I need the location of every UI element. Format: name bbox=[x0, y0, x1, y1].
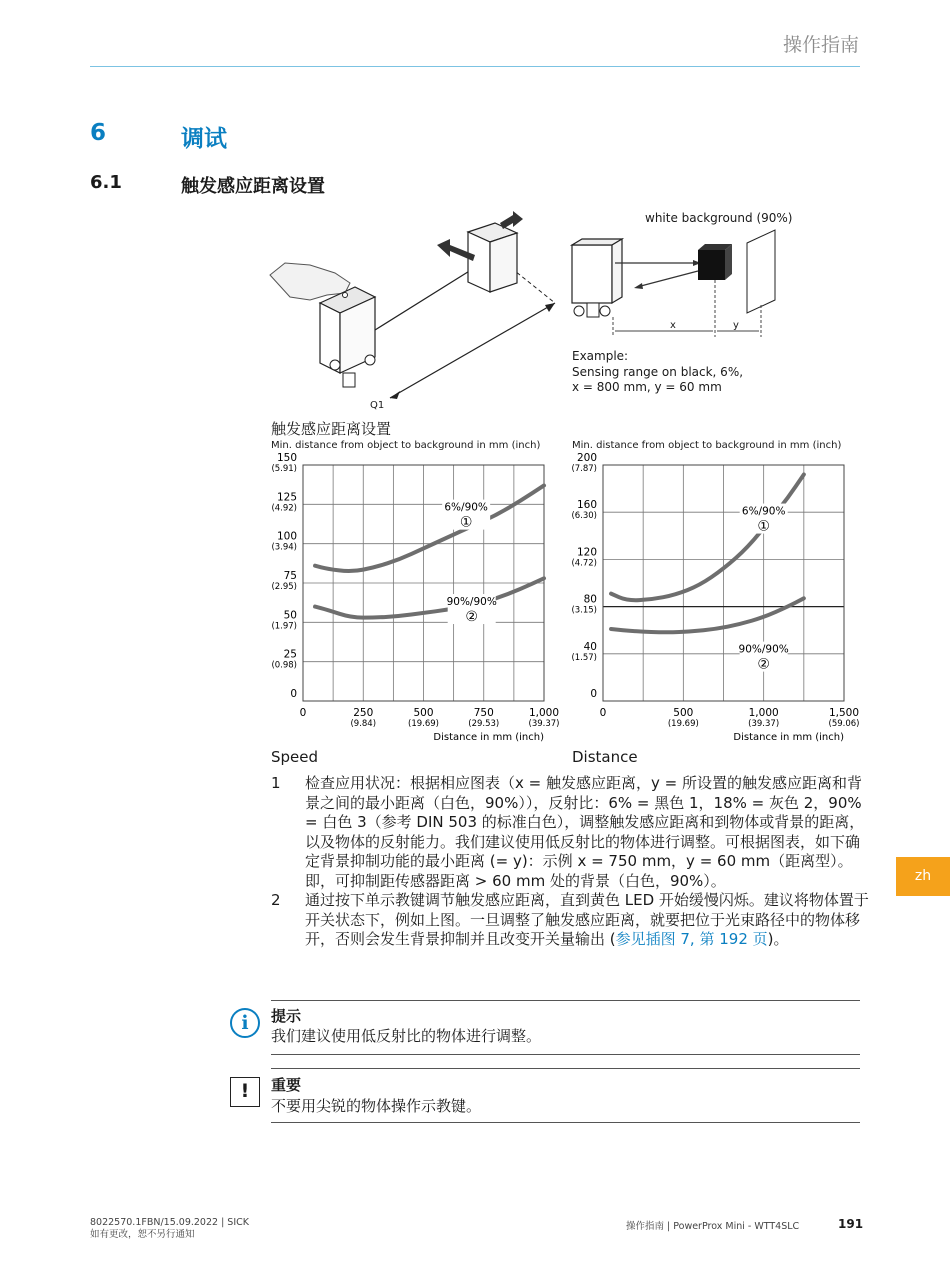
y-tick-sublabel: (3.15) bbox=[571, 605, 597, 616]
y-tick-label: 200 bbox=[576, 452, 597, 464]
x-tick-sublabel: (39.37) bbox=[748, 719, 780, 729]
series-line bbox=[611, 598, 804, 632]
black-object-icon bbox=[698, 244, 732, 280]
y-tick-label: 50 bbox=[283, 609, 297, 622]
arrow-right-icon bbox=[500, 211, 523, 229]
step-text-tail: )。 bbox=[767, 930, 789, 948]
section-number: 6 bbox=[90, 120, 107, 146]
series-marker: ① bbox=[757, 518, 770, 535]
x-dimension-label: x bbox=[670, 320, 676, 331]
x-tick-label: 1,000 bbox=[528, 707, 560, 719]
footer-manual: 操作指南 | PowerProx Mini - WTT4SLC bbox=[626, 1221, 800, 1232]
y-tick-label: 80 bbox=[583, 593, 597, 606]
y-tick-label: 120 bbox=[576, 546, 597, 559]
step-number: 2 bbox=[271, 891, 281, 909]
x-tick-sublabel: (9.84) bbox=[350, 719, 377, 729]
steps-list bbox=[271, 774, 871, 950]
x-tick-label: 1,000 bbox=[748, 707, 779, 719]
y-tick-sublabel: (5.91) bbox=[271, 464, 297, 474]
series-marker: ② bbox=[465, 609, 478, 626]
figure-title: 触发感应距离设置 bbox=[271, 420, 392, 438]
x-tick-label: 500 bbox=[413, 707, 434, 719]
step-number: 1 bbox=[271, 774, 281, 792]
x-axis-label: Distance in mm (inch) bbox=[733, 732, 844, 743]
x-tick-label: 1,500 bbox=[828, 707, 860, 719]
chart-speed bbox=[265, 452, 565, 747]
y-tick-sublabel: (0.98) bbox=[271, 660, 297, 671]
exclamation-icon: ! bbox=[230, 1077, 260, 1107]
step-item bbox=[271, 891, 871, 950]
y-tick-sublabel: (1.97) bbox=[271, 621, 297, 632]
chart-speed-ylabel: Min. distance from object to background in mm (inch) bbox=[271, 440, 541, 451]
y-tick-sublabel: (3.94) bbox=[271, 542, 297, 553]
chart-speed-caption: Speed bbox=[271, 748, 319, 766]
x-tick-label: 0 bbox=[299, 707, 307, 719]
important-rule-top bbox=[271, 1068, 860, 1069]
x-tick-label: 500 bbox=[673, 707, 694, 719]
x-tick-label: 0 bbox=[599, 707, 607, 719]
x-tick-label: 250 bbox=[353, 707, 374, 719]
chart-distance-caption: Distance bbox=[572, 748, 638, 766]
y-tick-sublabel: (4.72) bbox=[571, 558, 597, 569]
important-title: 重要 bbox=[271, 1076, 302, 1094]
example-line: Example: bbox=[572, 349, 629, 363]
important-text: 不要用尖锐的物体操作示教键。 bbox=[271, 1097, 482, 1115]
y-tick-sublabel: (6.30) bbox=[571, 511, 597, 522]
x-axis-label: Distance in mm (inch) bbox=[433, 732, 544, 743]
header-rule bbox=[90, 66, 860, 67]
sensor-illustration bbox=[265, 205, 865, 415]
y-tick-label: 25 bbox=[283, 648, 297, 661]
right-sensor-icon bbox=[572, 239, 622, 317]
x-tick-sublabel: (39.37) bbox=[528, 719, 560, 729]
x-tick-sublabel: (29.53) bbox=[468, 719, 500, 729]
note-rule-top bbox=[271, 1000, 860, 1001]
x-tick-sublabel: (59.06) bbox=[828, 719, 860, 729]
example-line: x = 800 mm, y = 60 mm bbox=[572, 380, 722, 394]
series-label: 6%/90% bbox=[444, 501, 488, 514]
y-dimension-label: y bbox=[733, 320, 739, 331]
series-line bbox=[315, 578, 544, 617]
y-tick-label: 0 bbox=[590, 688, 597, 700]
step-text-main: 通过按下单示教键调节触发感应距离，直到黄色 LED 开始缓慢闪烁。建议将物体置于开关状态下，例如上图。一旦调整了触发感应距离，就要把位于光束路径中的物体移开，否则会发生背景抑制并且改变开关量输出 ( bbox=[305, 891, 869, 948]
chart-distance bbox=[565, 452, 865, 747]
y-tick-label: 150 bbox=[276, 452, 297, 464]
x-tick-sublabel: (19.69) bbox=[667, 719, 699, 729]
series-label: 90%/90% bbox=[738, 643, 789, 656]
y-tick-label: 125 bbox=[276, 491, 297, 504]
info-icon: i bbox=[230, 1008, 260, 1038]
step-text: 检查应用状况：根据相应图表（x = 触发感应距离，y = 所设置的触发感应距离和背景之间的最小距离（白色，90%）），反射比：6% = 黑色 1，18% = 灰色 2，90% = 白色 3（参考 DIN 503 的标准白色），调整触发感应距离和到物体或背景的距离，以及物体的反射能力。我们建议使用低反射比的物体进行调整。可根据图表，如下确定背景抑制功能的最小距离 (= y)：示例 x = 750 mm，y = 60 mm（距离型）。即，可抑制距传感器距离 > 60 mm 处的背景（白色，90%）。 bbox=[305, 774, 865, 890]
y-tick-label: 0 bbox=[290, 688, 297, 700]
y-tick-label: 160 bbox=[576, 499, 597, 512]
section-title: 调试 bbox=[181, 126, 227, 152]
y-tick-sublabel: (7.87) bbox=[571, 464, 597, 474]
series-line bbox=[611, 474, 804, 600]
series-marker: ② bbox=[757, 656, 770, 673]
example-line: Sensing range on black, 6%, bbox=[572, 364, 744, 379]
footer-left bbox=[90, 1217, 249, 1241]
series-marker: ① bbox=[459, 514, 473, 531]
page-number: 191 bbox=[838, 1217, 864, 1231]
y-tick-label: 100 bbox=[276, 530, 297, 543]
note-title: 提示 bbox=[271, 1007, 302, 1025]
note-rule-bottom bbox=[271, 1054, 860, 1055]
chart-distance-ylabel: Min. distance from object to background in mm (inch) bbox=[572, 440, 842, 451]
left-sensor-icon bbox=[320, 287, 375, 387]
object-box-icon bbox=[468, 223, 517, 292]
language-tab[interactable]: zh bbox=[896, 857, 950, 896]
x-tick-label: 750 bbox=[473, 707, 494, 719]
y-tick-sublabel: (1.57) bbox=[571, 652, 597, 663]
important-rule-bottom bbox=[271, 1122, 860, 1123]
series-label: 6%/90% bbox=[741, 505, 786, 518]
footer-disclaimer: 如有更改，恕不另行通知 bbox=[90, 1229, 195, 1240]
header-title: 操作指南 bbox=[782, 34, 859, 56]
background-label: white background (90%) bbox=[645, 211, 793, 225]
footer-doc-id: 8022570.1FBN/15.09.2022 | SICK bbox=[90, 1217, 249, 1228]
figure-reference-link[interactable]: 参见插图 7, 第 192 页 bbox=[615, 930, 768, 948]
subsection-title: 触发感应距离设置 bbox=[181, 176, 325, 197]
y-tick-sublabel: (4.92) bbox=[271, 503, 297, 514]
step-item bbox=[271, 774, 871, 891]
example-text bbox=[572, 349, 743, 396]
subsection-number: 6.1 bbox=[90, 172, 122, 193]
q1-label: Q1 bbox=[370, 400, 385, 411]
y-tick-label: 40 bbox=[583, 640, 597, 653]
white-background-icon bbox=[747, 230, 775, 313]
note-text: 我们建议使用低反射比的物体进行调整。 bbox=[271, 1027, 542, 1045]
x-tick-sublabel: (19.69) bbox=[408, 719, 439, 729]
y-tick-sublabel: (2.95) bbox=[271, 582, 297, 592]
step-text bbox=[305, 891, 871, 950]
series-label: 90%/90% bbox=[446, 596, 497, 609]
y-tick-label: 75 bbox=[283, 570, 297, 582]
series-line bbox=[315, 485, 544, 571]
